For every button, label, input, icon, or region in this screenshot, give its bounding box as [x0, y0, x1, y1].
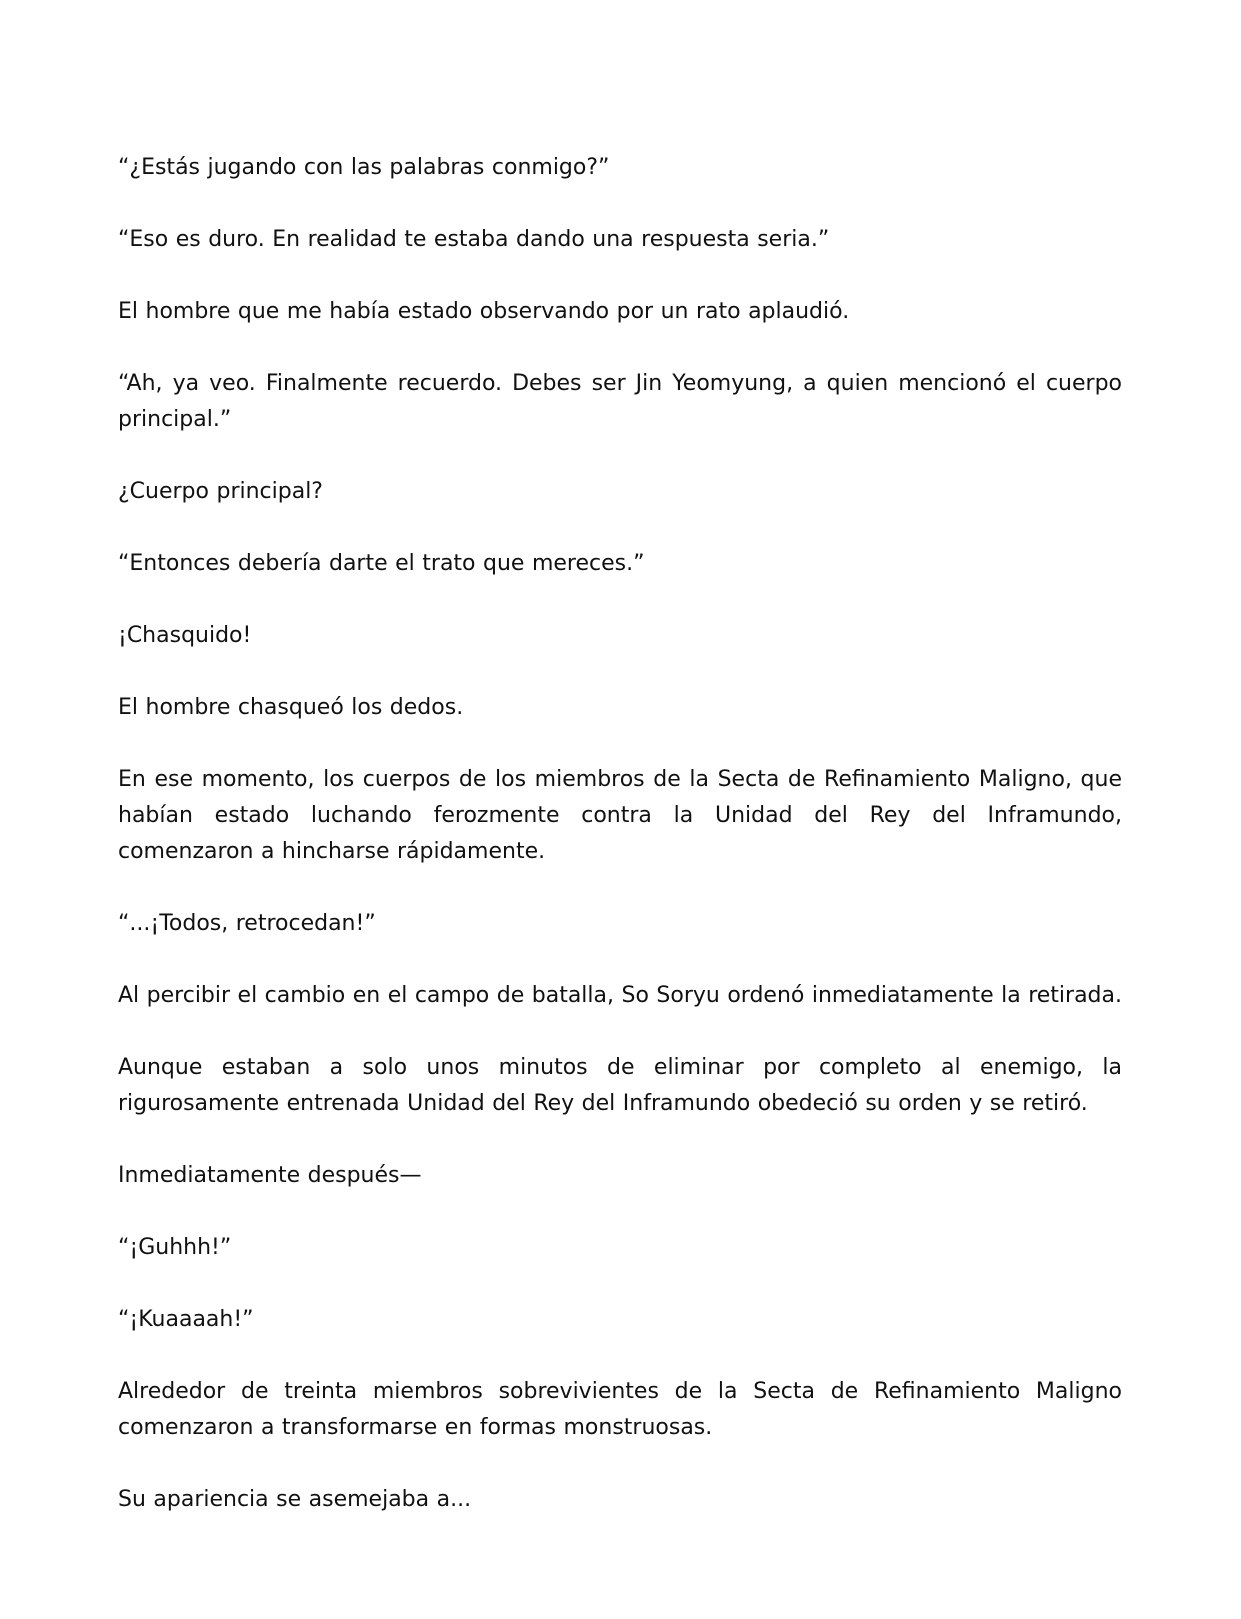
paragraph-15: “¡Kuaaaah!”: [118, 1307, 254, 1332]
paragraph-13: Inmediatamente después—: [118, 1163, 422, 1188]
paragraph-10: “...¡Todos, retrocedan!”: [118, 911, 376, 936]
paragraph-16: Alrededor de treinta miembros sobrevivientes de la Secta de Refinamiento Maligno comenzaron a transformarse en formas monstruosas.: [118, 1379, 1122, 1440]
paragraph-3: El hombre que me había estado observando por un rato aplaudió.: [118, 299, 850, 324]
document-body: [118, 150, 1122, 1554]
paragraph-11: Al percibir el cambio en el campo de batalla, So Soryu ordenó inmediatamente la retirada.: [118, 983, 1122, 1008]
paragraph-4: “Ah, ya veo. Finalmente recuerdo. Debes ser Jin Yeomyung, a quien mencionó el cuerpo principal.”: [118, 371, 1122, 432]
paragraph-17: Su apariencia se asemejaba a...: [118, 1487, 472, 1512]
paragraph-8: El hombre chasqueó los dedos.: [118, 695, 464, 720]
paragraph-14: “¡Guhhh!”: [118, 1235, 232, 1260]
paragraph-9: En ese momento, los cuerpos de los miembros de la Secta de Refinamiento Maligno, que habían estado luchando ferozmente contra la Unidad del Rey del Inframundo, comenzaron a hincharse rápidamente.: [118, 767, 1122, 864]
paragraph-2: “Eso es duro. En realidad te estaba dando una respuesta seria.”: [118, 227, 830, 252]
paragraph-6: “Entonces debería darte el trato que mereces.”: [118, 551, 645, 576]
paragraph-1: “¿Estás jugando con las palabras conmigo?”: [118, 155, 610, 180]
paragraph-7: ¡Chasquido!: [118, 623, 252, 648]
paragraph-5: ¿Cuerpo principal?: [118, 479, 323, 504]
paragraph-12: Aunque estaban a solo unos minutos de eliminar por completo al enemigo, la rigurosamente entrenada Unidad del Rey del Inframundo obedeció su orden y se retiró.: [118, 1055, 1122, 1116]
